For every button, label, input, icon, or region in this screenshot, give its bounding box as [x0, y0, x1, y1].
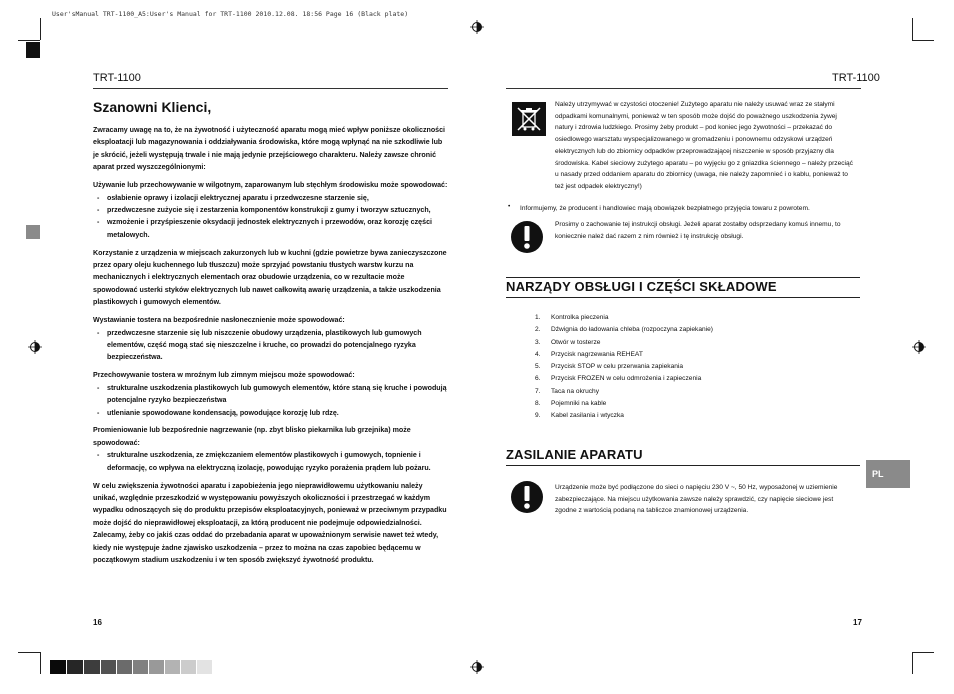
voltage-notice: Urządzenie może być podłączone do sieci o napięciu 230 V ~, 50 Hz, wyposażonej w uziemienie zabezpieczające. Na miejscu użytkowania zawsze należy sprawdzić, czy napięcie sieciowe jest zgodne z wartością podaną na tabliczce znamionowej urządzenia. — [555, 484, 838, 515]
paragraph: Wystawianie tostera na bezpośrednie nasłonecznienie może spowodować: — [93, 316, 345, 325]
warning-icon — [510, 220, 544, 254]
recycle-notice: Należy utrzymywać w czystości otoczenie! Zużytego aparatu nie należy usuwać wraz ze stałymi odpadkami komunalnymi, ponieważ w ten sposób może dojść do poważnego uszkodzenia żywej natury i zdrowia ludzkiego. Prosimy żeby produkt – pod koniec jego żywotności – przekazać do osiedlowego warsztatu wyspecjalizowanego w gromadzeniu i ponownemu odzyskowi urządzeń elektrycznych lub do zbiornicy odpadków przeprowadzającej niszczenie w sposób przyjazny dla środowiska. Kabel sieciowy zużytego aparatu – po wyjęciu go z gniazdka ściennego – należy przeciąć u nasady przed oddaniem aparatu do zbiornicy (uwaga, nie należy zapomnieć i o kablu, ponieważ to też jest odpadek elektryczny!) — [555, 101, 853, 190]
list-item: - osłabienie oprawy i izolacji elektrycznej aparatu i przedwczesne starzenie się, — [93, 192, 448, 204]
list — [93, 327, 448, 364]
section-rule — [506, 465, 860, 466]
list-item: - strukturalne uszkodzenia, ze zmiękczaniem elementów plastikowych i gumowych, topnienie i deformację, co wpływa na elektryczną izolację, powodując ryzyko porażenia prądem lub pożaru. — [93, 449, 448, 474]
paragraph: Promieniowanie lub bezpośrednie nagrzewanie (np. zbyt blisko piekarnika lub grzejnika) może spowodować: — [93, 426, 411, 447]
list — [93, 192, 448, 242]
list-item: 2. Dźwignia do ładowania chleba (rozpoczyna zapiekanie) — [535, 326, 714, 334]
crop-mark — [18, 40, 40, 41]
list-item: - utlenianie spowodowane kondensacją, powodujące korozję lub rdzę. — [93, 407, 448, 419]
crop-mark — [912, 652, 934, 653]
page-title: Szanowni Klienci, — [93, 99, 212, 115]
section-title-power: ZASILANIE APARATU — [506, 447, 643, 462]
section-title-controls: NARZĄDY OBSŁUGI I CZĘŚCI SKŁADOWE — [506, 279, 777, 294]
paragraph: Zwracamy uwagę na to, że na żywotność i użyteczność aparatu mogą mieć wpływ poniższe okoliczności eksploatacji lub magazynowania i oddziaływania środowiska, które mogą wpłynąć na nie szkodliwie lub je skrócić, jeżeli występują trwale i nie mają jedynie przejściowego charakteru. Należy zawsze chronić aparat przed wyszczególnionymi: — [93, 126, 446, 172]
list-item: 1. Kontrolka pieczenia — [535, 314, 609, 321]
list-item: 9. Kabel zasilania i wtyczka — [535, 412, 624, 420]
registration-mark-icon — [470, 660, 484, 674]
crop-mark — [40, 18, 41, 40]
parts-list — [535, 312, 713, 423]
section-rule — [506, 297, 860, 298]
list-item: 8. Pojemniki na kable — [535, 400, 607, 408]
crop-mark — [912, 652, 913, 674]
list-item: 3. Otwór w tosterze — [535, 338, 601, 346]
language-tab: PL — [866, 460, 910, 488]
registration-mark-icon — [28, 340, 42, 354]
page-number: 17 — [853, 618, 862, 627]
list-item: - przedwczesne zużycie się i zestarzenia komponentów konstrukcji z gumy i tworzyw sztucznych, — [93, 204, 448, 216]
list-item: 7. Taca na okruchy — [535, 387, 600, 395]
list-item: 6. Przycisk FROZEN w celu odmrożenia i zapieczenia — [535, 375, 702, 383]
left-body — [93, 124, 448, 572]
list — [93, 449, 448, 474]
list-item: 4. Przycisk nagrzewania REHEAT — [535, 350, 643, 358]
list-item: - wzmożenie i przyśpieszenie oksydacji jednostek elektrycznych i przewodów, oraz korozję części metalowych. — [93, 216, 448, 241]
registration-mark-icon — [470, 20, 484, 34]
model-name: TRT-1100 — [93, 72, 141, 84]
crop-mark — [18, 652, 40, 653]
list-item: - przedwczesne starzenie się lub niszczenie obudowy urządzenia, plastikowych lub gumowych elementów, część mogą stać się nieszczelne i kruche, co prowadzi do potencjalnego ryzyka bezpieczeństwa. — [93, 327, 448, 364]
gray-marker — [26, 225, 40, 239]
list-item: 5. Przycisk STOP w celu przerwania zapiekania — [535, 363, 684, 371]
bullet: • — [508, 203, 511, 210]
print-header: User'sManual TRT-1100_A5:User's Manual for TRT-1100 2010.12.08. 18:56 Page 16 (Black plate) — [52, 10, 409, 18]
recycle-bin-icon — [512, 102, 546, 136]
list-item: - strukturalne uszkodzenia plastikowych lub gumowych elementów, które staną się kruche i powodują potencjalne ryzyko bezpieczeństwa — [93, 382, 448, 407]
registration-mark-icon — [912, 340, 926, 354]
paragraph: Używanie lub przechowywanie w wilgotnym, zaparowanym lub stęchłym środowisku może spowodować: — [93, 181, 448, 190]
crop-mark — [40, 652, 41, 674]
keep-manual-notice: Prosimy o zachowanie tej instrukcji obsługi. Jeżeli aparat zostałby odsprzedany komuś innemu, to koniecznie należ dać razem z nim również i tę instrukcję obsługi. — [555, 221, 841, 240]
list — [93, 382, 448, 419]
header-rule — [93, 88, 448, 89]
page-number: 16 — [93, 618, 102, 627]
warning-icon — [510, 480, 544, 514]
section-rule — [506, 277, 860, 278]
crop-mark — [912, 18, 913, 40]
paragraph: W celu zwiększenia żywotności aparatu i zapobieżenia jego nieprawidłowemu użytkowaniu należy unikać, względnie przeszkodzić w występowaniu powyższych okoliczności i przestrzegać w każdym wypadku odnoszących się do produktu przepisów eksploatacyjnych, ponieważ w przeciwnym przypadku może dojść do nieprawidłowej eksploatacji, za którą producent nie podejmuje odpowiedzialności. Zalecamy, żeby co jakiś czas oddać do przebadania aparat w upoważnionym serwisie nawet też wtedy, kiedy nie występuje żadne zjawisko uszkodzenia – przez to można na czas zapobiec będącemu w początkowym stadium uszkodzeniu i w ten sposób zwiększyć żywotność produktu. — [93, 481, 447, 564]
header-rule — [506, 88, 861, 89]
paragraph: Korzystanie z urządzenia w miejscach zakurzonych lub w kuchni (gdzie powietrze bywa zanieczyszczone przez opary oleju kuchennego lub tłuszczu) może sprzyjać powstaniu tłustych warstw kurzu na mechanicznych i elektrycznych elementach oraz obudowie urządzenia, co w rezultacie może spowodować usterki styków elektrycznych lub nawet całkowitą awarię urządzenia, a także uszkodzenia plastikowych i gumowych elementów. — [93, 248, 447, 307]
model-name: TRT-1100 — [832, 72, 880, 84]
paragraph: Przechowywanie tostera w mroźnym lub zimnym miejscu może spowodować: — [93, 371, 355, 380]
crop-mark — [912, 40, 934, 41]
return-notice: Informujemy, że producent i handlowiec mają obowiązek bezpłatnego przyjęcia towaru z powrotem. — [520, 205, 810, 212]
black-marker — [26, 42, 40, 58]
